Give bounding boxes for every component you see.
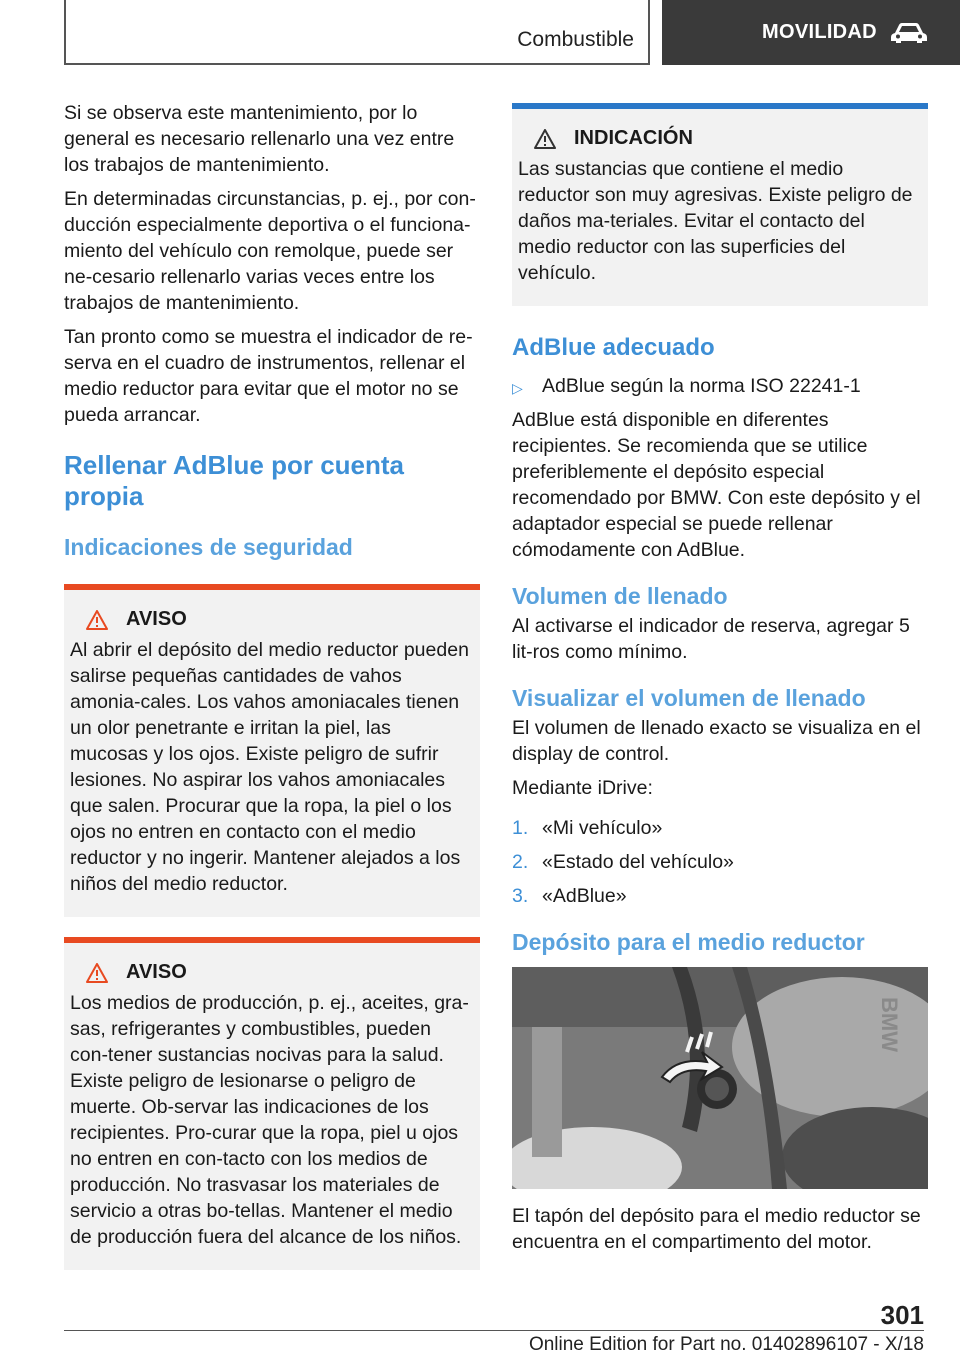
paragraph: El volumen de llenado exacto se visualiza en el display de control.: [512, 717, 921, 765]
step-text: «Mi vehículo»: [542, 817, 663, 839]
note-box: [512, 103, 928, 306]
bullet-arrow-icon: ▷: [512, 380, 523, 396]
step-number: 1.: [512, 817, 529, 839]
warning-box: [64, 584, 480, 917]
subsection-heading: Visualizar el volumen de llenado: [512, 685, 866, 711]
header-section-title: Combustible: [517, 28, 634, 51]
left-column: [64, 100, 480, 1270]
note-text: Las sustancias que contiene el medio reductor son muy agresivas. Existe peligro de daños ma-teriales. Evitar el contacto del medio reductor con las superficies del vehículo.: [518, 158, 913, 284]
steps-list: [512, 815, 928, 909]
step-number: 3.: [512, 885, 529, 907]
header-rule-left: [64, 0, 66, 64]
warning-box: [64, 937, 480, 1270]
warning-title-text: AVISO: [126, 608, 187, 630]
warning-title-text: AVISO: [126, 961, 187, 983]
list-item-text: AdBlue según la norma ISO 22241-1: [542, 375, 861, 397]
footer-rule: [64, 1330, 924, 1331]
paragraph: Si se observa este mantenimiento, por lo general es necesario rellenarlo una vez entre los trabajos de mantenimiento.: [64, 102, 455, 176]
engine-compartment-photo: [512, 967, 928, 1189]
subsection-heading: Indicaciones de seguridad: [64, 534, 353, 560]
header-divider: [648, 0, 650, 64]
header-chapter-label: MOVILIDAD: [762, 21, 877, 43]
paragraph: Tan pronto como se muestra el indicador de re-serva en el cuadro de instrumentos, rellenar el medio reductor para evitar que el motor no se pueda arrancar.: [64, 326, 473, 426]
step-number: 2.: [512, 851, 529, 873]
header-chapter-tab: [662, 0, 960, 65]
paragraph: Al activarse el indicador de reserva, agregar 5 lit-ros como mínimo.: [512, 615, 910, 663]
list-item: [512, 815, 928, 841]
footer-edition: Online Edition for Part no. 01402896107 - X/18: [528, 1334, 924, 1355]
list-item: [512, 373, 928, 401]
paragraph: En determinadas circunstancias, p. ej., por con-ducción especialmente deportiva o el funciona-miento del vehículo con remolque, puede ser ne-cesario rellenarlo varias veces entre los trabajos de mantenimiento.: [64, 188, 476, 314]
step-text: «AdBlue»: [542, 885, 627, 907]
step-text: «Estado del vehículo»: [542, 851, 734, 873]
page-number: 301: [880, 1300, 924, 1330]
note-title-text: INDICACIÓN: [574, 127, 693, 149]
list-item: [512, 883, 928, 909]
paragraph: AdBlue está disponible en diferentes recipientes. Se recomienda que se utilice preferiblemente el depósito especial recomendado por BMW. Con este depósito y el adaptador especial se puede rellenar cómodamente con AdBlue.: [512, 409, 921, 561]
car-icon: [889, 21, 929, 45]
right-column: [512, 103, 928, 1263]
list-item: [512, 849, 928, 875]
paragraph: Mediante iDrive:: [512, 777, 653, 799]
warning-triangle-icon: [86, 610, 108, 630]
warning-title: [70, 961, 472, 984]
header-rule-bottom: [64, 63, 650, 65]
photo-logo-text: BMW: [877, 997, 902, 1052]
warning-text: Al abrir el depósito del medio reductor pueden salirse pequeñas cantidades de vahos amonia-cales. Los vahos amoniacales tienen un olor penetrante e irritan la piel, las mucosas y los ojos. Existe peligro de sufrir lesiones. No aspirar los vahos amoniacales que salen. Procurar que la ropa, la piel o los ojos no entren en contacto con el medio reductor y no ingerir. Mantener alejados a los niños del medio reductor.: [70, 639, 469, 895]
warning-triangle-icon: [86, 963, 108, 983]
note-title: [518, 127, 920, 150]
figure-caption: El tapón del depósito para el medio reductor se encuentra en el compartimento del motor.: [512, 1205, 921, 1253]
subsection-heading: Depósito para el medio reductor: [512, 929, 865, 955]
warning-triangle-icon: [534, 129, 556, 149]
warning-text: Los medios de producción, p. ej., aceites, gra-sas, refrigerantes y combustibles, pueden con-tener sustancias nocivas para la salud. Existe peligro de lesionarse o peligro de muerte. Ob-servar las indicaciones de los recipientes. Pro-curar que la ropa, piel u ojos no entren en con-tacto con los medios de producción. No trasvasar los materiales de servicio a otras bo-tellas. Mantener el medio de producción fuera del alcance de los niños.: [70, 992, 469, 1248]
section-heading: Rellenar AdBlue por cuenta propia: [64, 450, 404, 511]
warning-title: [70, 608, 472, 631]
section-heading: AdBlue adecuado: [512, 334, 715, 361]
subsection-heading: Volumen de llenado: [512, 583, 728, 609]
